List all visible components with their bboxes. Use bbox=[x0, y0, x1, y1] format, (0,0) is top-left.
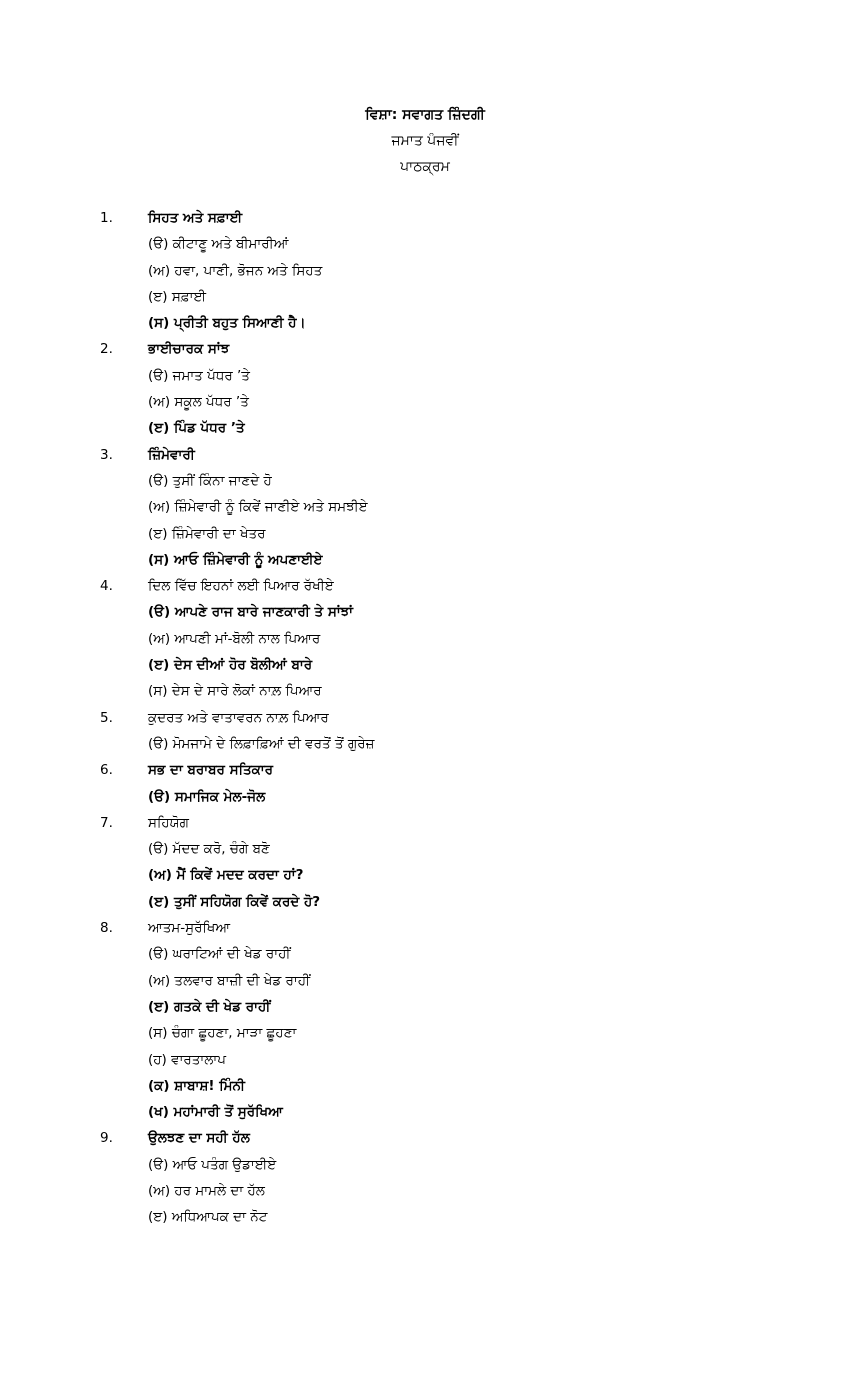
sub-topic bbox=[100, 1152, 800, 1178]
sub-topic bbox=[100, 284, 800, 310]
sub-topic-label: (ਸ) ਚੰਗਾ ਛੂਹਣਾ, ਮਾੜਾ ਛੂਹਣਾ bbox=[148, 1025, 297, 1042]
sub-topic-label: (ਅ) ਸਕੂਲ ਪੱਧਰ ’ਤੇ bbox=[148, 394, 249, 411]
sub-topic bbox=[100, 494, 800, 520]
sub-topic-label: (ੳ) ਮੋਮਜਾਮੇ ਦੇ ਲਿਫ਼ਾਫ਼ਿਆਂ ਦੀ ਵਰਤੋਂ ਤੋਂ ਗੁਰੇਜ਼ bbox=[148, 735, 375, 752]
sub-topic-label: (ੳ) ਘਰਾਟਿਆਂ ਦੀ ਖੇਡ ਰਾਹੀਂ bbox=[148, 946, 291, 963]
sub-topic bbox=[100, 547, 800, 573]
sub-topic-label: (ੲ) ਦੇਸ ਦੀਆਂ ਹੋਰ ਬੋਲੀਆਂ ਬਾਰੇ bbox=[148, 657, 313, 674]
sub-topic bbox=[100, 521, 800, 547]
sub-topic-label: (ੳ) ਸਮਾਜਿਕ ਮੇਲ-ਜੋਲ bbox=[148, 788, 266, 805]
sub-topic bbox=[100, 836, 800, 862]
sub-topic bbox=[100, 994, 800, 1020]
sub-topic-label: (ਸ) ਪ੍ਰੀਤੀ ਬਹੁਤ ਸਿਆਣੀ ਹੈ। bbox=[148, 315, 306, 332]
unit-number: 5. bbox=[100, 709, 113, 726]
sub-topic bbox=[100, 231, 800, 257]
sub-topic bbox=[100, 941, 800, 967]
sub-topic bbox=[100, 258, 800, 284]
unit-title: ਉਲਝਣ ਦਾ ਸਹੀ ਹੱਲ bbox=[148, 1130, 250, 1147]
sub-topic-label: (ਹ) ਵਾਰਤਾਲਾਪ bbox=[148, 1051, 226, 1068]
sub-topic-label: (ੲ) ਅਧਿਆਪਕ ਦਾ ਨੋਟ bbox=[148, 1209, 268, 1226]
unit-heading bbox=[100, 810, 800, 836]
unit-title: ਸਿਹਤ ਅਤੇ ਸਫ਼ਾਈ bbox=[148, 210, 243, 226]
unit-heading bbox=[100, 915, 800, 941]
unit-number: 9. bbox=[100, 1130, 113, 1147]
unit-heading bbox=[100, 757, 800, 783]
sub-topic-label: (ੲ) ਸਫ਼ਾਈ bbox=[148, 288, 207, 305]
sub-topic-label: (ੲ) ਜ਼ਿੰਮੇਵਾਰੀ ਦਾ ਖੇਤਰ bbox=[148, 525, 266, 542]
unit-heading bbox=[100, 336, 800, 362]
sub-topic bbox=[100, 968, 800, 994]
unit-title: ਆਤਮ-ਸੁਰੱਖਿਆ bbox=[148, 920, 231, 937]
unit-number: 8. bbox=[100, 920, 113, 937]
unit-number: 4. bbox=[100, 578, 113, 595]
unit-heading bbox=[100, 442, 800, 468]
subject-title: ਵਿਸ਼ਾ: ਸਵਾਗਤ ਜ਼ਿੰਦਗੀ bbox=[365, 107, 485, 123]
sub-topic bbox=[100, 1204, 800, 1230]
unit-title: ਭਾਈਚਾਰਕ ਸਾਂਝ bbox=[148, 341, 230, 358]
sub-topic-label: (ੳ) ਆਓ ਪਤੰਗ ਉਡਾਈਏ bbox=[148, 1156, 277, 1173]
syllabus-list bbox=[100, 205, 800, 1231]
document-header bbox=[0, 102, 850, 180]
unit-number: 2. bbox=[100, 341, 113, 358]
unit-title: ਜ਼ਿੰਮੇਵਾਰੀ bbox=[148, 446, 195, 463]
sub-topic-label: (ਅ) ਹਰ ਮਾਮਲੇ ਦਾ ਹੱਲ bbox=[148, 1182, 265, 1199]
sub-topic-label: (ਅ) ਤਲਵਾਰ ਬਾਜ਼ੀ ਦੀ ਖੇਡ ਰਾਹੀਂ bbox=[148, 972, 311, 989]
unit-heading bbox=[100, 1125, 800, 1151]
sub-topic-label: (ੳ) ਜਮਾਤ ਪੱਧਰ ’ਤੇ bbox=[148, 367, 250, 384]
sub-topic bbox=[100, 1073, 800, 1099]
sub-topic bbox=[100, 389, 800, 415]
sub-topic bbox=[100, 1099, 800, 1125]
sub-topic bbox=[100, 599, 800, 625]
unit-title: ਸਹਿਯੋਗ bbox=[148, 814, 189, 831]
sub-topic-label: (ੳ) ਕੀਟਾਣੂ ਅਤੇ ਬੀਮਾਰੀਆਂ bbox=[148, 236, 289, 253]
sub-topic bbox=[100, 363, 800, 389]
sub-topic-label: (ਸ) ਆਓ ਜ਼ਿੰਮੇਵਾਰੀ ਨੂੰ ਅਪਣਾਈਏ bbox=[148, 551, 323, 568]
sub-topic-label: (ਖ) ਮਹਾਂਮਾਰੀ ਤੋਂ ਸੁਰੱਖਿਆ bbox=[148, 1104, 283, 1121]
unit-heading bbox=[100, 205, 800, 231]
unit-title: ਕੁਦਰਤ ਅਤੇ ਵਾਤਾਵਰਨ ਨਾਲ਼ ਪਿਆਰ bbox=[148, 709, 329, 726]
sub-topic-label: (ਅ) ਜ਼ਿੰਮੇਵਾਰੀ ਨੂੰ ਕਿਵੇਂ ਜਾਣੀਏ ਅਤੇ ਸਮਝੀਏ bbox=[148, 499, 368, 516]
sub-topic-label: (ੲ) ਗਤਕੇ ਦੀ ਖੇਡ ਰਾਹੀਂ bbox=[148, 998, 271, 1015]
unit-heading bbox=[100, 573, 800, 599]
sub-topic bbox=[100, 310, 800, 336]
unit-number: 1. bbox=[100, 210, 113, 226]
sub-topic bbox=[100, 1020, 800, 1046]
sub-topic bbox=[100, 678, 800, 704]
unit-title: ਦਿਲ ਵਿੱਚ ਇਹਨਾਂ ਲਈ ਪਿਆਰ ਰੱਖੀਏ bbox=[148, 578, 334, 595]
sub-topic-label: (ਸ) ਦੇਸ ਦੇ ਸਾਰੇ ਲੋਕਾਂ ਨਾਲ਼ ਪਿਆਰ bbox=[148, 683, 322, 700]
sub-topic bbox=[100, 1047, 800, 1073]
unit-title: ਸਭ ਦਾ ਬਰਾਬਰ ਸਤਿਕਾਰ bbox=[148, 762, 274, 779]
sub-topic bbox=[100, 784, 800, 810]
unit-number: 7. bbox=[100, 814, 113, 831]
sub-topic-label: (ਕ) ਸ਼ਾਬਾਸ਼! ਮਿੰਨੀ bbox=[148, 1077, 245, 1094]
sub-topic-label: (ਅ) ਮੈਂ ਕਿਵੇਂ ਮਦਦ ਕਰਦਾ ਹਾਂ? bbox=[148, 867, 304, 884]
sub-topic bbox=[100, 652, 800, 678]
sub-topic bbox=[100, 626, 800, 652]
sub-topic bbox=[100, 731, 800, 757]
unit-number: 6. bbox=[100, 762, 113, 779]
sub-topic bbox=[100, 862, 800, 888]
sub-topic-label: (ੳ) ਤੁਸੀਂ ਕਿੰਨਾ ਜਾਣਦੇ ਹੋ bbox=[148, 472, 272, 489]
sub-topic-label: (ੳ) ਮੱਦਦ ਕਰੋ, ਚੰਗੇ ਬਣੋ bbox=[148, 841, 270, 858]
syllabus-label: ਪਾਠਕ੍ਰਮ bbox=[400, 159, 450, 175]
sub-topic-label: (ਅ) ਆਪਣੀ ਮਾਂ-ਬੋਲੀ ਨਾਲ ਪਿਆਰ bbox=[148, 630, 321, 647]
unit-number: 3. bbox=[100, 446, 113, 463]
unit-heading bbox=[100, 705, 800, 731]
sub-topic bbox=[100, 889, 800, 915]
sub-topic bbox=[100, 1178, 800, 1204]
sub-topic-label: (ੲ) ਤੁਸੀਂ ਸਹਿਯੋਗ ਕਿਵੇਂ ਕਰਦੇ ਹੋ? bbox=[148, 893, 321, 910]
sub-topic-label: (ਅ) ਹਵਾ, ਪਾਣੀ, ਭੋਜਨ ਅਤੇ ਸਿਹਤ bbox=[148, 262, 323, 279]
sub-topic bbox=[100, 468, 800, 494]
sub-topic bbox=[100, 415, 800, 441]
sub-topic-label: (ੲ) ਪਿੰਡ ਪੱਧਰ ’ਤੇ bbox=[148, 420, 245, 437]
grade-label: ਜਮਾਤ ਪੰਜਵੀਂ bbox=[391, 133, 459, 149]
sub-topic-label: (ੳ) ਆਪਣੇ ਰਾਜ ਬਾਰੇ ਜਾਣਕਾਰੀ ਤੇ ਸਾਂਝਾਂ bbox=[148, 604, 353, 621]
